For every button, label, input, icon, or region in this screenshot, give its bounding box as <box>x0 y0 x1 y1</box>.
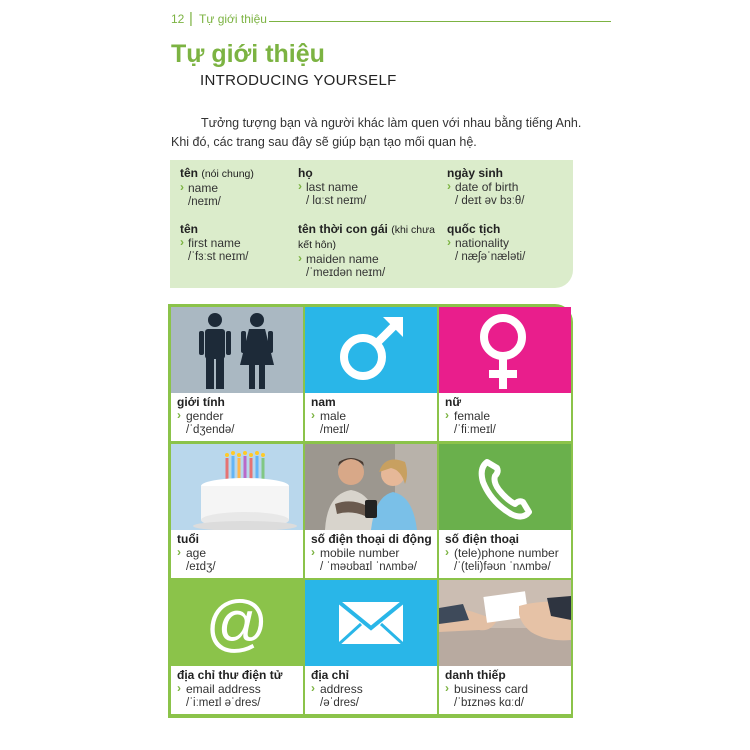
vocab-en: › maiden name <box>298 252 443 266</box>
header-separator: | <box>189 10 193 27</box>
vocab-ipa: / deɪt əv bɜːθ/ <box>455 195 525 207</box>
vocab-ipa: /ˈfɜːst neɪm/ <box>188 251 249 263</box>
vocab-vi: tên thời con gái <box>298 222 388 236</box>
vocab-vi: tên <box>180 166 198 180</box>
card-label <box>445 395 496 437</box>
card-en: › address <box>311 682 363 696</box>
at-sign-icon <box>171 580 303 666</box>
card-vi: giới tính <box>177 395 225 409</box>
vocab-picture-grid <box>168 304 573 718</box>
header-rule <box>269 21 611 22</box>
card-en: › mobile number <box>311 546 432 560</box>
page-subtitle: INTRODUCING YOURSELF <box>200 72 397 89</box>
card-label <box>311 668 363 710</box>
vocab-ipa: / lɑːst neɪm/ <box>306 195 367 207</box>
card-phone-number <box>439 444 571 578</box>
card-vi: địa chỉ <box>311 668 350 682</box>
vocab-note: (khi chưa kết hôn) <box>298 224 436 251</box>
card-vi: tuổi <box>177 532 199 546</box>
card-label <box>311 532 432 574</box>
vocab-item <box>298 222 443 280</box>
card-ipa: /eɪdʒ/ <box>186 561 216 573</box>
intro-paragraph: Tưởng tượng bạn và người khác làm quen với nhau bằng tiếng Anh. Khi đó, các trang sau đây sẽ giúp bạn tạo mối quan hệ. <box>171 116 582 149</box>
card-ipa: /meɪl/ <box>320 424 350 436</box>
vocab-en: › last name <box>298 180 443 194</box>
vocab-item <box>447 222 567 264</box>
vocab-en: › name <box>180 181 295 195</box>
header-section-title: Tự giới thiệu <box>199 12 267 26</box>
restroom-people-icon <box>171 307 303 393</box>
vocab-en: › first name <box>180 236 295 250</box>
card-ipa: / ˈməʊbaɪl ˈnʌmbə/ <box>320 561 417 573</box>
vocab-en: › date of birth <box>447 180 567 194</box>
card-vi: địa chỉ thư điện tử <box>177 668 283 682</box>
vocab-ipa: /neɪm/ <box>188 196 221 208</box>
vocab-vi: họ <box>298 166 313 180</box>
card-vi: danh thiếp <box>445 668 506 682</box>
phone-handset-icon <box>439 444 571 530</box>
card-ipa: /ˈfiːmeɪl/ <box>454 424 496 436</box>
card-vi: nữ <box>445 395 462 409</box>
card-label <box>177 395 234 437</box>
envelope-icon <box>305 580 437 666</box>
vocab-box <box>170 160 573 288</box>
vocab-note: (nói chung) <box>201 168 254 180</box>
vocab-item <box>447 166 567 208</box>
card-business-card <box>439 580 571 714</box>
vocab-en: › nationality <box>447 236 567 250</box>
card-en: › female <box>445 409 496 423</box>
vocab-ipa: /ˈmeɪdən neɪm/ <box>306 267 386 279</box>
card-label <box>177 668 282 710</box>
vocab-vi: quốc tịch <box>447 222 501 236</box>
page-title: Tự giới thiệu <box>171 40 325 68</box>
male-symbol-icon <box>305 307 437 393</box>
card-age <box>171 444 303 578</box>
card-gender <box>171 307 303 441</box>
card-ipa: /ˈiːmeɪl əˈdres/ <box>186 697 261 709</box>
card-ipa: /ˈ(teli)fəʊn ˈnʌmbə/ <box>454 561 551 573</box>
card-en: › age <box>177 546 216 560</box>
vocab-item <box>298 166 443 208</box>
svg-text:@: @ <box>205 589 269 658</box>
vocab-vi: ngày sinh <box>447 166 504 180</box>
card-address <box>305 580 437 714</box>
card-female <box>439 307 571 441</box>
mobile-phone-photo <box>305 444 437 530</box>
business-card-photo <box>439 580 571 666</box>
card-label <box>445 532 559 574</box>
card-en: › male <box>311 409 349 423</box>
card-label <box>445 668 528 710</box>
card-vi: nam <box>311 395 336 409</box>
card-label <box>311 395 349 437</box>
card-email-address <box>171 580 303 714</box>
running-header <box>171 10 611 30</box>
card-label <box>177 532 216 574</box>
card-en: › email address <box>177 682 282 696</box>
card-ipa: /ˈdʒendə/ <box>186 424 235 436</box>
birthday-cake-icon <box>171 444 303 530</box>
vocab-item <box>180 222 295 264</box>
card-en: › (tele)phone number <box>445 546 559 560</box>
page-number: 12 <box>171 12 185 26</box>
card-mobile-number <box>305 444 437 578</box>
card-ipa: /əˈdres/ <box>320 697 359 709</box>
card-vi: số điện thoại di động <box>311 532 432 546</box>
vocab-item <box>180 166 295 209</box>
card-male <box>305 307 437 441</box>
female-symbol-icon <box>439 307 571 393</box>
vocab-vi: tên <box>180 222 198 236</box>
card-vi: số điện thoại <box>445 532 520 546</box>
vocab-ipa: / næʃəˈnæləti/ <box>455 251 526 263</box>
card-en: › business card <box>445 682 528 696</box>
card-ipa: /ˈbɪznəs kɑːd/ <box>454 697 524 709</box>
card-en: › gender <box>177 409 234 423</box>
